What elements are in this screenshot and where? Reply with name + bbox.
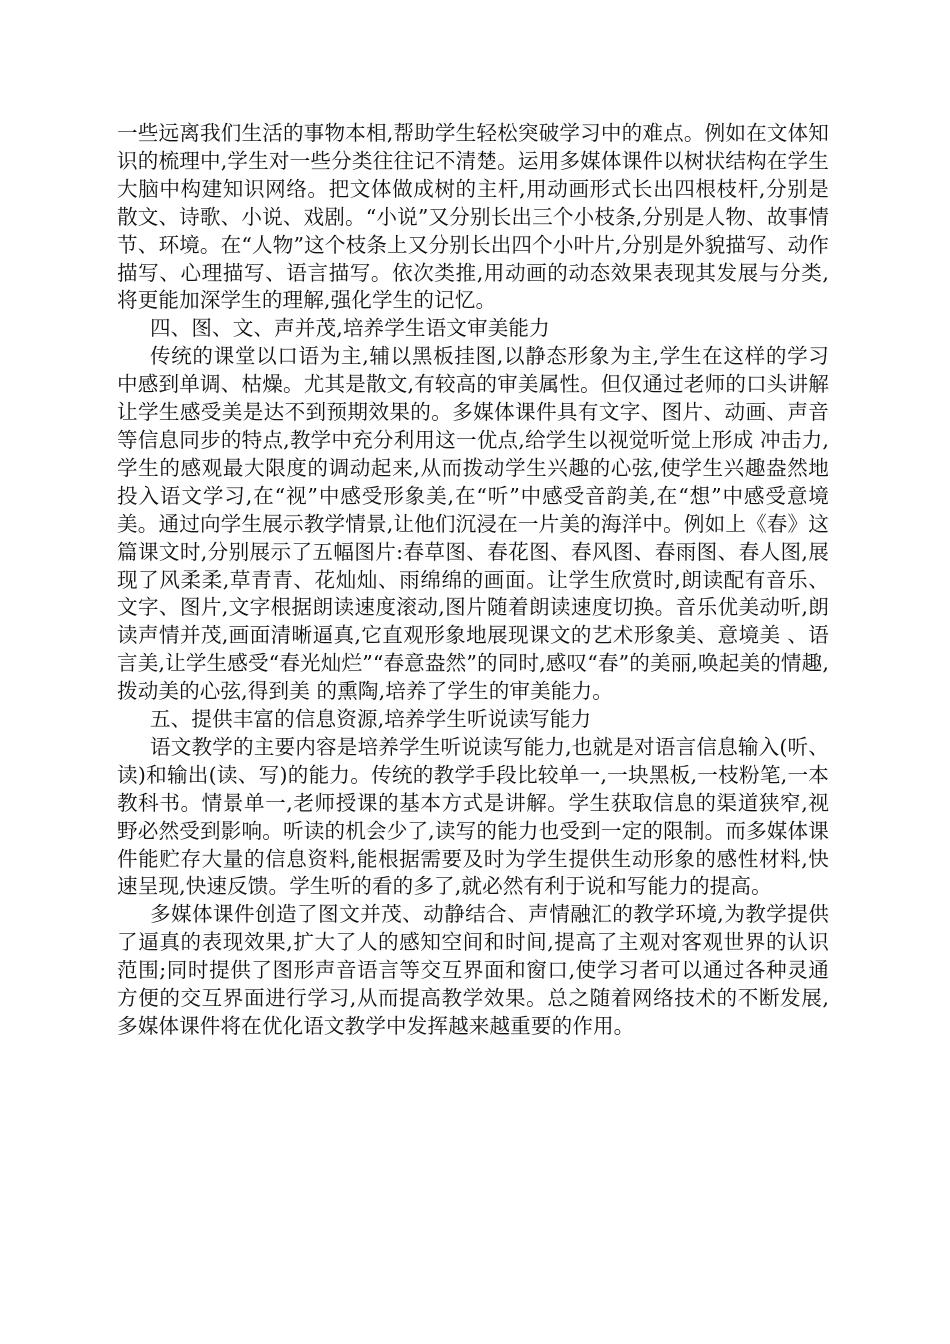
paragraph-aesthetic: 传统的课堂以口语为主,辅以黑板挂图,以静态形象为主,学生在这样的学习中感到单调、枯燥。尤其是散文,有较高的审美属性。但仅通过老师的口头讲解让学生感受美是达不到预期效果的。多媒体课件具有文字、图片、动画、声音等信息同步的特点,教学中充分利用这一优点,给学生以视觉听觉上形成 冲击力,学生的感观最大限度的调动起来,从而拨动学生兴趣的心弦,使学生兴趣盎然地投入语文学习,在“视”中感受形象美,在“听”中感受音韵美,在“想”中感受意境美。通过向学生展示教学情景,让他们沉浸在一片美的海洋中。例如上《春》这篇课文时,分别展示了五幅图片:春草图、春花图、春风图、春雨图、春人图,展现了风柔柔,草青青、花灿灿、雨绵绵的画面。让学生欣赏时,朗读配有音乐、文字、图片,文字根据朗读速度滚动,图片随着朗读速度切换。音乐优美动听,朗读声情并茂,画面清晰逼真,它直观形象地展现课文的艺术形象美、意境美 、语言美,让学生感受“春光灿烂”“春意盎然”的同时,感叹“春”的美丽,唤起美的情趣,拨动美的心弦,得到美 的熏陶,培养了学生的审美能力。: [117, 344, 829, 704]
section-heading-four: 四、图、文、声并茂,培养学生语文审美能力: [149, 316, 550, 341]
paragraph-listening-reading: 语文教学的主要内容是培养学生听说读写能力,也就是对语言信息输入(听、读)和输出(读、写)的能力。传统的教学手段比较单一,一块黑板,一枝粉笔,一本教科书。情景单一,老师授课的基本方式是讲解。学生获取信息的渠道狭窄,视野必然受到影响。听读的机会少了,读写的能力也受到一定的限制。而多媒体课件能贮存大量的信息资料,能根据需要及时为学生提供生动形象的感性材料,快速呈现,快速反馈。学生听的看的多了,就必然有利于说和写能力的提高。: [117, 734, 829, 899]
section-heading-five: 五、提供丰富的信息资源,培养学生听说读写能力: [149, 707, 592, 732]
paragraph-conclusion: 多媒体课件创造了图文并茂、动静结合、声情融汇的教学环境,为教学提供了逼真的表现效果,扩大了人的感知空间和时间,提高了主观对客观世界的认识范围;同时提供了图形声音语言等交互界面和窗口,使学习者可以通过各种灵通方便的交互界面进行学习,从而提高教学效果。总之随着网络技术的不断发展,多媒体课件将在优化语文教学中发挥越来越重要的作用。: [117, 902, 829, 1038]
document-body: [117, 120, 829, 1041]
paragraph-continuation: 一些远离我们生活的事物本相,帮助学生轻松突破学习中的难点。例如在文体知识的梳理中,学生对一些分类往往记不清楚。运用多媒体课件以树状结构在学生大脑中构建知识网络。把文体做成树的主杆,用动画形式长出四根枝杆,分别是散文、诗歌、小说、戏剧。“小说”又分别长出三个小枝条,分别是人物、故事情节、环境。在“人物”这个枝条上又分别长出四个小叶片,分别是外貌描写、动作描写、心理描写、语言描写。依次类推,用动画的动态效果表现其发展与分类,将更能加深学生的理解,强化学生的记忆。: [117, 121, 829, 313]
